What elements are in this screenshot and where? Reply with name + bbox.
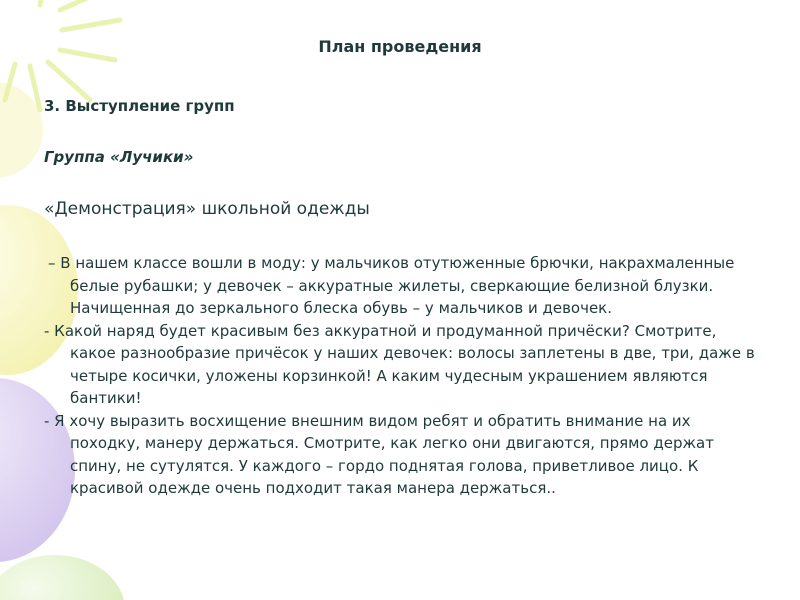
slide-title: План проведения xyxy=(318,37,482,56)
demonstration-subtitle: «Демонстрация» школьной одежды xyxy=(44,199,370,219)
speech-paragraphs xyxy=(44,252,764,500)
group-name: Группа «Лучики» xyxy=(44,148,194,166)
paragraph-hairstyles: - Какой наряд будет красивым без аккуратной и продуманной причёски? Смотрите, какое разнообразие причёсок у наших девочек: волосы заплетены в две, три, даже в четыре косички, уложены корзинкой! А каким чудесным украшением являются бантики! xyxy=(44,321,755,407)
paragraph-clothing: – В нашем классе вошли в моду: у мальчиков отутюженные брючки, накрахмаленные белые рубашки; у девочек – аккуратные жилеты, сверкающие белизной блузки. Начищенная до зеркального блеска обувь – у мальчиков и девочек. xyxy=(48,254,735,317)
paragraph-posture: - Я хочу выразить восхищение внешним видом ребят и обратить внимание на их походку, манеру держаться. Смотрите, как легко они двигаются, прямо держат спину, не сутулятся. У каждого – гордо поднятая голова, приветливое лицо. К красивой одежде очень подходит такая манера держаться.. xyxy=(44,411,714,497)
section-heading: 3. Выступление групп xyxy=(44,97,235,115)
